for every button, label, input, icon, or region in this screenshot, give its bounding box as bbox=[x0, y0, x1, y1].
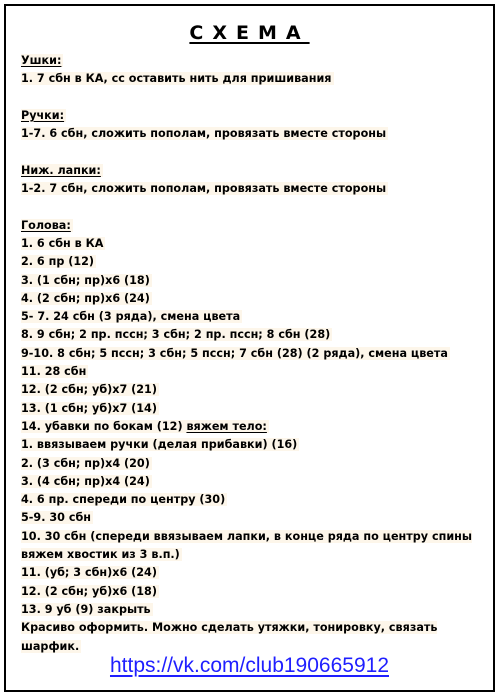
ruchki-line: 1-7. 6 сбн, сложить пополам, провязать вместе стороны bbox=[21, 127, 387, 141]
scheme-page bbox=[4, 4, 495, 692]
golova-line: 13. (1 сбн; уб)х7 (14) bbox=[21, 401, 157, 415]
section-heading-ruchki: Ручки: bbox=[21, 108, 65, 122]
golova-line: 4. (2 сбн; пр)х6 (24) bbox=[21, 291, 150, 305]
body-line-10: 10. 30 сбн (спереди ввязываем лапки, в конце ряда по центру спины вяжем хвостик из 3 в.п.) bbox=[21, 529, 473, 562]
nizh-lapki-line: 1-2. 7 сбн, сложить пополам, провязать вместе стороны bbox=[21, 182, 387, 196]
vk-group-link[interactable]: https://vk.com/club190665912 bbox=[109, 654, 389, 677]
golova-line: 12. (2 сбн; уб)х7 (21) bbox=[21, 383, 157, 397]
body-line: 13. 9 уб (9) закрыть bbox=[21, 602, 151, 616]
golova-line: 2. 6 пр (12) bbox=[21, 255, 95, 269]
golova-line: 3. (1 сбн; пр)х6 (18) bbox=[21, 273, 150, 287]
ushki-line: 1. 7 сбн в КА, сс оставить нить для пришивания bbox=[21, 72, 332, 86]
body-line: 12. (2 сбн; уб)х6 (18) bbox=[21, 584, 157, 598]
golova-line: 9-10. 8 сбн; 5 пссн; 3 сбн; 5 пссн; 7 сбн (28) (2 ряда), смена цвета bbox=[21, 346, 448, 360]
page-title: СХЕМА bbox=[189, 22, 310, 44]
body-subheading: вяжем тело: bbox=[186, 419, 267, 433]
golova-line-14 bbox=[21, 418, 491, 436]
body-line: 2. (3 сбн; пр)х4 (20) bbox=[21, 456, 150, 470]
golova-line: 1. 6 сбн в КА bbox=[21, 236, 104, 250]
scheme-content bbox=[21, 52, 491, 656]
body-line: 4. 6 пр. спереди по центру (30) bbox=[21, 493, 226, 507]
line-14-text: 14. убавки по бокам (12) bbox=[21, 419, 187, 433]
golova-line: 11. 28 сбн bbox=[21, 365, 87, 379]
body-line: 11. (уб; 3 сбн)х6 (24) bbox=[21, 566, 157, 580]
golova-line: 5- 7. 24 сбн (3 ряда), смена цвета bbox=[21, 310, 241, 324]
body-line: 5-9. 30 сбн bbox=[21, 511, 91, 525]
final-note: Красиво оформить. Можно сделать утяжки, тонировку, связать шарфик. bbox=[21, 621, 438, 653]
golova-line: 8. 9 сбн; 2 пр. пссн; 3 сбн; 2 пр. пссн; 8 сбн (28) bbox=[21, 328, 331, 342]
section-heading-golova: Голова: bbox=[21, 218, 71, 232]
section-heading-ushki: Ушки: bbox=[21, 54, 62, 67]
section-heading-nizh-lapki: Ниж. лапки: bbox=[21, 163, 101, 177]
body-line: 1. ввязываем ручки (делая прибавки) (16) bbox=[21, 438, 298, 452]
body-line: 3. (4 сбн; пр)х4 (24) bbox=[21, 474, 150, 488]
